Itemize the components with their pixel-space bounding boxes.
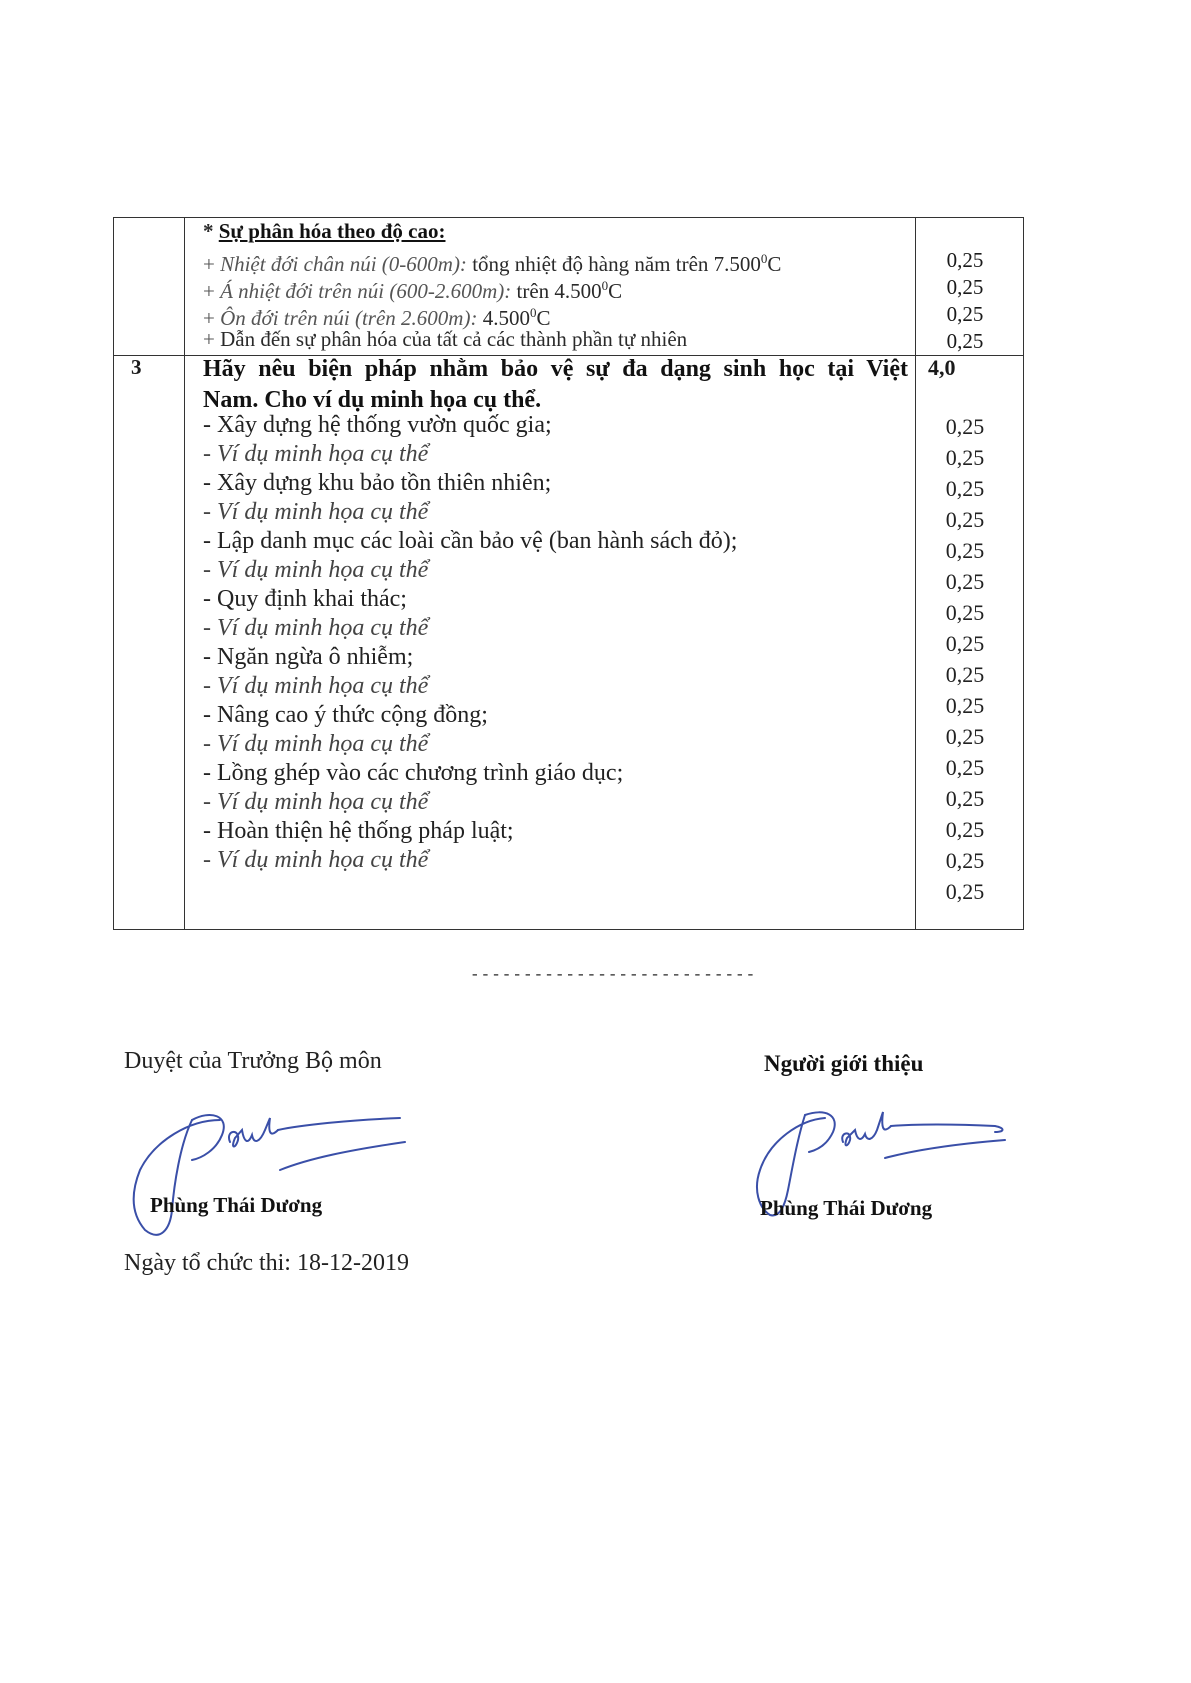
altitude-heading: Sự phân hóa theo độ cao:: [218, 219, 446, 243]
example-line: - Ví dụ minh họa cụ thể: [203, 847, 429, 873]
altitude-line: [203, 245, 908, 276]
question-prompt-line-2: Nam. Cho ví dụ minh họa cụ thể.: [203, 387, 542, 413]
score-value: 0,25: [945, 786, 985, 811]
altitude-scores: [915, 247, 1015, 355]
altitude-line: [203, 326, 908, 353]
measure-line: - Xây dựng hệ thống vườn quốc gia;: [203, 412, 552, 438]
unit-suffix: C: [536, 306, 551, 330]
question-total-score: 4,0: [928, 355, 956, 380]
score-value: 0,25: [945, 600, 985, 625]
question-prompt: [203, 354, 908, 416]
measure-line: - Lồng ghép vào các chương trình giáo dục;: [203, 760, 624, 786]
exam-date: Ngày tổ chức thi: 18-12-2019: [124, 1250, 409, 1276]
score-value: 0,25: [945, 445, 985, 470]
measure-line: - Nâng cao ý thức cộng đồng;: [203, 702, 488, 728]
score-value: 0,25: [945, 569, 985, 594]
unit-suffix: C: [608, 279, 623, 303]
score-value: 0,25: [946, 275, 984, 299]
measure-line: - Ngăn ngừa ô nhiễm;: [203, 644, 414, 670]
score-value: 0,25: [946, 329, 984, 353]
altitude-zone-text: trên 4.500: [511, 279, 602, 303]
unit-suffix: C: [767, 252, 782, 276]
score-value: 0,25: [945, 848, 985, 873]
department-head-label: Duyệt của Trưởng Bộ môn: [124, 1048, 382, 1074]
presenter-label: Người giới thiệu: [764, 1051, 924, 1076]
altitude-zone-text: Dẫn đến sự phân hóa của tất cả các thành phần tự nhiên: [220, 327, 688, 351]
question-prompt-line-1: Hãy nêu biện pháp nhằm bảo vệ sự đa dạng sinh học tại Việt: [203, 356, 908, 382]
answer-scores: [915, 411, 1015, 907]
measure-line: - Lập danh mục các loài cần bảo vệ (ban hành sách đỏ);: [203, 528, 738, 554]
measure-line: - Hoàn thiện hệ thống pháp luật;: [203, 818, 514, 844]
altitude-heading-line: [203, 218, 908, 245]
example-line: - Ví dụ minh họa cụ thể: [203, 673, 429, 699]
altitude-line: [203, 299, 908, 330]
measure-line: - Xây dựng khu bảo tồn thiên nhiên;: [203, 470, 552, 496]
score-value: 0,25: [945, 507, 985, 532]
score-value: 0,25: [945, 414, 985, 439]
bullet-plus: +: [203, 327, 221, 351]
score-value: 0,25: [945, 631, 985, 656]
score-value: 0,25: [945, 693, 985, 718]
presenter-name: Phùng Thái Dương: [760, 1196, 933, 1220]
question-number: 3: [131, 355, 142, 379]
score-value: 0,25: [946, 302, 984, 326]
degree-superscript: 0: [601, 278, 609, 293]
measure-line: - Quy định khai thác;: [203, 586, 407, 612]
altitude-line: [203, 272, 908, 303]
altitude-lines: [203, 245, 908, 353]
score-value: 0,25: [945, 662, 985, 687]
section-divider: ---------------------------: [470, 966, 757, 984]
score-value: 0,25: [946, 248, 984, 272]
example-line: - Ví dụ minh họa cụ thể: [203, 731, 429, 757]
altitude-zone-text: tổng nhiệt độ hàng năm trên 7.500: [466, 252, 761, 276]
answer-items: [203, 411, 908, 875]
score-value: 0,25: [945, 724, 985, 749]
altitude-zone-label: Nhiệt đới chân núi (0-600m):: [220, 252, 467, 276]
heading-prefix: *: [203, 219, 219, 243]
bullet-plus: +: [203, 306, 221, 330]
example-line: - Ví dụ minh họa cụ thể: [203, 557, 429, 583]
altitude-differentiation-content: [203, 218, 908, 353]
degree-superscript: 0: [760, 251, 768, 266]
score-value: 0,25: [945, 817, 985, 842]
example-line: - Ví dụ minh họa cụ thể: [203, 789, 429, 815]
altitude-zone-text: 4.500: [477, 306, 530, 330]
example-line: - Ví dụ minh họa cụ thể: [203, 615, 429, 641]
department-head-name: Phùng Thái Dương: [150, 1193, 323, 1217]
example-line: - Ví dụ minh họa cụ thể: [203, 441, 429, 467]
bullet-plus: +: [203, 252, 221, 276]
score-value: 0,25: [945, 879, 985, 904]
score-value: 0,25: [945, 476, 985, 501]
score-value: 0,25: [945, 538, 985, 563]
altitude-zone-label: Ôn đới trên núi (trên 2.600m):: [220, 306, 478, 330]
table-col-divider-number: [184, 218, 185, 929]
degree-superscript: 0: [529, 305, 537, 320]
bullet-plus: +: [203, 279, 221, 303]
example-line: - Ví dụ minh họa cụ thể: [203, 499, 429, 525]
score-value: 0,25: [945, 755, 985, 780]
altitude-zone-label: Á nhiệt đới trên núi (600-2.600m):: [220, 279, 512, 303]
